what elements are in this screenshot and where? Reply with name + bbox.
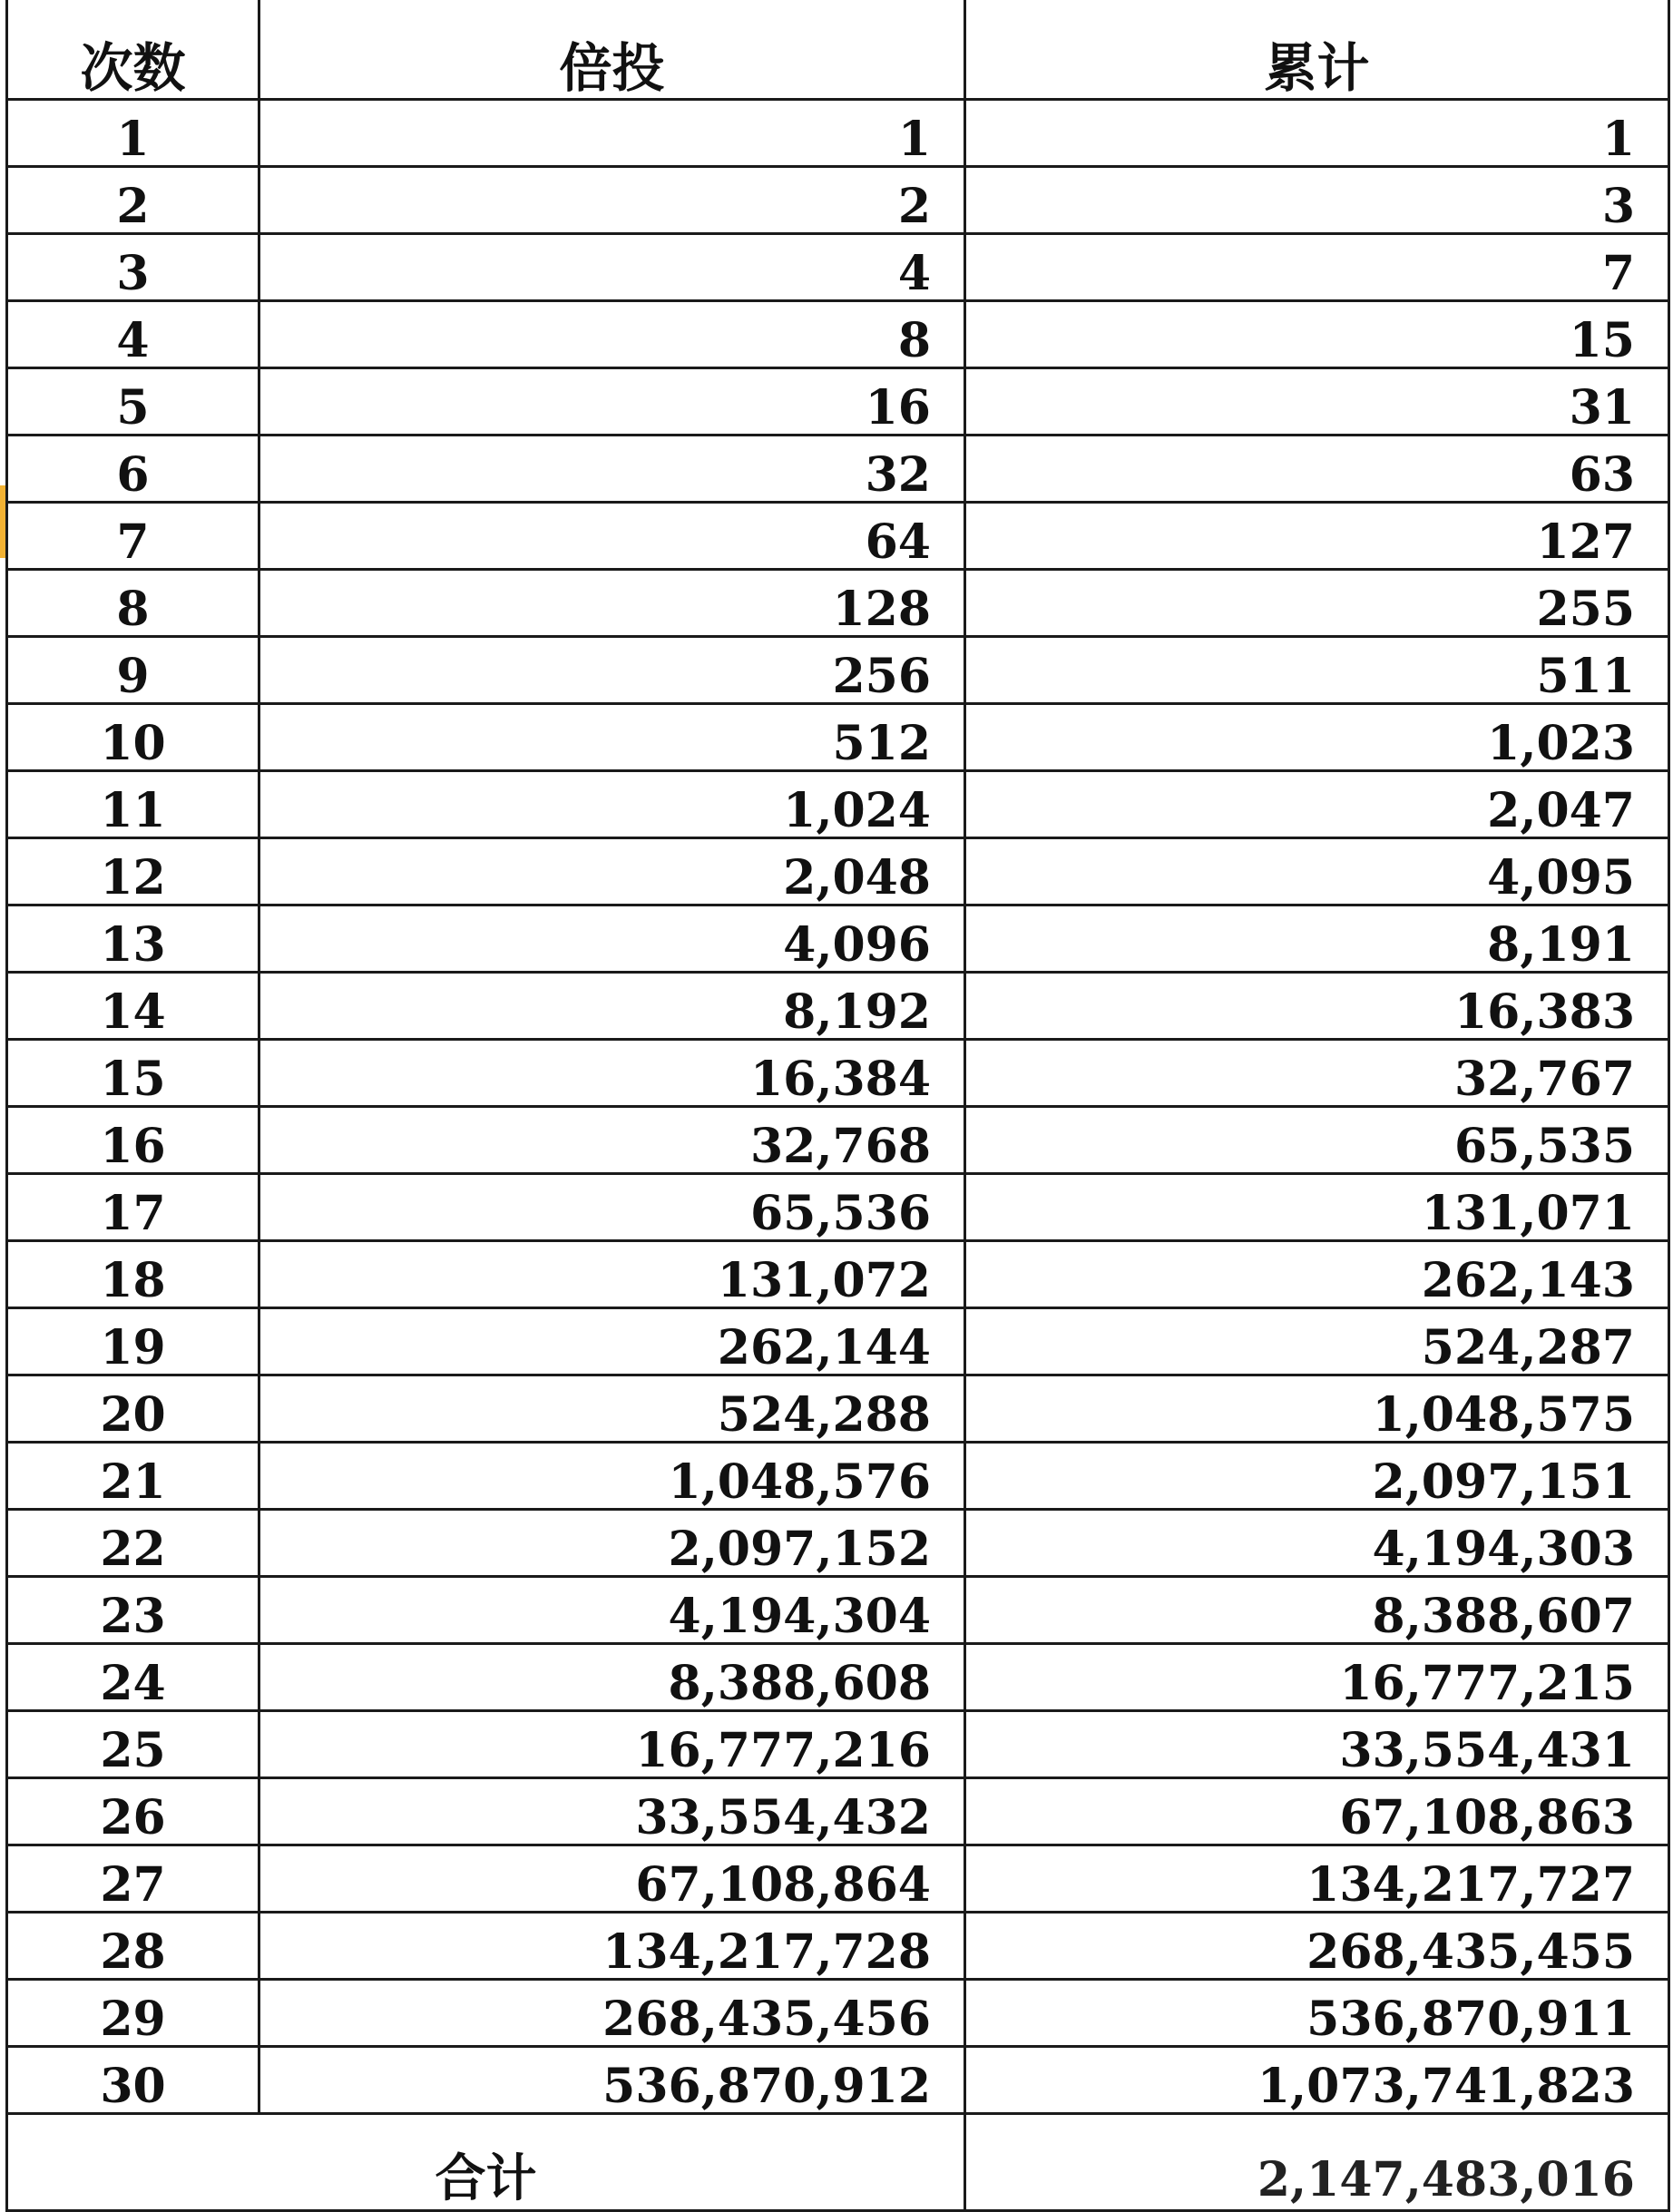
cell-bet: 32 — [259, 436, 965, 503]
cell-bet: 32,768 — [259, 1107, 965, 1174]
cell-cumulative: 4,194,303 — [965, 1510, 1669, 1577]
cell-count: 30 — [7, 2047, 259, 2114]
cell-cumulative: 15 — [965, 301, 1669, 368]
cell-cumulative: 16,383 — [965, 973, 1669, 1040]
cell-bet: 131,072 — [259, 1241, 965, 1308]
cell-count: 7 — [7, 503, 259, 570]
table-row — [7, 1711, 1669, 1778]
table-row — [7, 1980, 1669, 2047]
cell-bet: 524,288 — [259, 1375, 965, 1443]
table-row — [7, 1241, 1669, 1308]
table-row — [7, 167, 1669, 234]
cell-count: 10 — [7, 704, 259, 771]
cell-count: 14 — [7, 973, 259, 1040]
table-row — [7, 368, 1669, 436]
cell-count: 15 — [7, 1040, 259, 1107]
cell-bet: 134,217,728 — [259, 1913, 965, 1980]
cell-cumulative: 3 — [965, 167, 1669, 234]
header-count: 次数 — [7, 0, 259, 100]
cell-bet: 65,536 — [259, 1174, 965, 1241]
cell-count: 11 — [7, 771, 259, 838]
cell-count: 21 — [7, 1443, 259, 1510]
cell-bet: 33,554,432 — [259, 1778, 965, 1845]
table-row — [7, 1375, 1669, 1443]
cell-bet: 262,144 — [259, 1308, 965, 1375]
cell-cumulative: 63 — [965, 436, 1669, 503]
cell-cumulative: 67,108,863 — [965, 1778, 1669, 1845]
cell-cumulative: 2,097,151 — [965, 1443, 1669, 1510]
cell-cumulative: 4,095 — [965, 838, 1669, 905]
cell-bet: 4,194,304 — [259, 1577, 965, 1644]
header-cumulative: 累计 — [965, 0, 1669, 100]
table-row — [7, 1845, 1669, 1913]
cell-bet: 268,435,456 — [259, 1980, 965, 2047]
cell-bet: 64 — [259, 503, 965, 570]
cell-cumulative: 511 — [965, 637, 1669, 704]
cell-count: 8 — [7, 570, 259, 637]
table-row — [7, 1913, 1669, 1980]
table-row — [7, 2047, 1669, 2114]
cell-cumulative: 268,435,455 — [965, 1913, 1669, 1980]
cell-count: 2 — [7, 167, 259, 234]
cell-cumulative: 8,388,607 — [965, 1577, 1669, 1644]
cell-bet: 256 — [259, 637, 965, 704]
table-row — [7, 1577, 1669, 1644]
total-label: 合计 — [7, 2114, 965, 2211]
cell-cumulative: 1,023 — [965, 704, 1669, 771]
cell-count: 28 — [7, 1913, 259, 1980]
cell-count: 22 — [7, 1510, 259, 1577]
header-row — [7, 0, 1669, 100]
table-row — [7, 637, 1669, 704]
cell-bet: 1,048,576 — [259, 1443, 965, 1510]
cell-cumulative: 131,071 — [965, 1174, 1669, 1241]
cell-cumulative: 2,047 — [965, 771, 1669, 838]
cell-count: 3 — [7, 234, 259, 301]
table-row — [7, 973, 1669, 1040]
cell-cumulative: 32,767 — [965, 1040, 1669, 1107]
cell-bet: 2 — [259, 167, 965, 234]
table-row — [7, 1040, 1669, 1107]
table-row — [7, 1107, 1669, 1174]
cell-count: 18 — [7, 1241, 259, 1308]
cell-cumulative: 65,535 — [965, 1107, 1669, 1174]
total-row — [7, 2114, 1669, 2211]
table-row — [7, 436, 1669, 503]
cell-cumulative: 16,777,215 — [965, 1644, 1669, 1711]
cell-count: 5 — [7, 368, 259, 436]
cell-cumulative: 31 — [965, 368, 1669, 436]
cell-count: 19 — [7, 1308, 259, 1375]
table-row — [7, 704, 1669, 771]
table-row — [7, 1174, 1669, 1241]
cell-count: 24 — [7, 1644, 259, 1711]
table-row — [7, 503, 1669, 570]
table-row — [7, 1308, 1669, 1375]
cell-cumulative: 262,143 — [965, 1241, 1669, 1308]
cell-count: 12 — [7, 838, 259, 905]
cell-count: 4 — [7, 301, 259, 368]
cell-cumulative: 255 — [965, 570, 1669, 637]
cell-cumulative: 1,048,575 — [965, 1375, 1669, 1443]
cell-cumulative: 134,217,727 — [965, 1845, 1669, 1913]
cell-bet: 1 — [259, 100, 965, 167]
table-row — [7, 1778, 1669, 1845]
table-row — [7, 570, 1669, 637]
cell-bet: 8,388,608 — [259, 1644, 965, 1711]
cell-count: 29 — [7, 1980, 259, 2047]
cell-bet: 2,097,152 — [259, 1510, 965, 1577]
cell-bet: 16 — [259, 368, 965, 436]
cell-bet: 512 — [259, 704, 965, 771]
table-row — [7, 1443, 1669, 1510]
cell-bet: 4,096 — [259, 905, 965, 973]
table-row — [7, 905, 1669, 973]
table-row — [7, 771, 1669, 838]
table-row — [7, 301, 1669, 368]
cell-bet: 67,108,864 — [259, 1845, 965, 1913]
cell-count: 13 — [7, 905, 259, 973]
cell-bet: 536,870,912 — [259, 2047, 965, 2114]
cell-bet: 2,048 — [259, 838, 965, 905]
table-row — [7, 234, 1669, 301]
cell-count: 23 — [7, 1577, 259, 1644]
table-row — [7, 1644, 1669, 1711]
cell-count: 6 — [7, 436, 259, 503]
cell-cumulative: 1 — [965, 100, 1669, 167]
cell-bet: 128 — [259, 570, 965, 637]
cell-cumulative: 33,554,431 — [965, 1711, 1669, 1778]
cell-count: 26 — [7, 1778, 259, 1845]
cell-bet: 16,384 — [259, 1040, 965, 1107]
header-bet: 倍投 — [259, 0, 965, 100]
table-row — [7, 838, 1669, 905]
cell-bet: 8,192 — [259, 973, 965, 1040]
cell-cumulative: 524,287 — [965, 1308, 1669, 1375]
cell-cumulative: 8,191 — [965, 905, 1669, 973]
cell-count: 9 — [7, 637, 259, 704]
cell-cumulative: 1,073,741,823 — [965, 2047, 1669, 2114]
table-row — [7, 100, 1669, 167]
cell-cumulative: 7 — [965, 234, 1669, 301]
total-value: 2,147,483,016 — [965, 2114, 1669, 2211]
cell-bet: 1,024 — [259, 771, 965, 838]
cell-count: 16 — [7, 1107, 259, 1174]
cell-count: 17 — [7, 1174, 259, 1241]
cell-count: 25 — [7, 1711, 259, 1778]
cell-bet: 4 — [259, 234, 965, 301]
cell-bet: 16,777,216 — [259, 1711, 965, 1778]
cell-count: 20 — [7, 1375, 259, 1443]
table-row — [7, 1510, 1669, 1577]
cell-count: 1 — [7, 100, 259, 167]
doubling-bet-table — [5, 0, 1670, 2212]
cell-count: 27 — [7, 1845, 259, 1913]
cell-cumulative: 536,870,911 — [965, 1980, 1669, 2047]
cell-cumulative: 127 — [965, 503, 1669, 570]
cell-bet: 8 — [259, 301, 965, 368]
